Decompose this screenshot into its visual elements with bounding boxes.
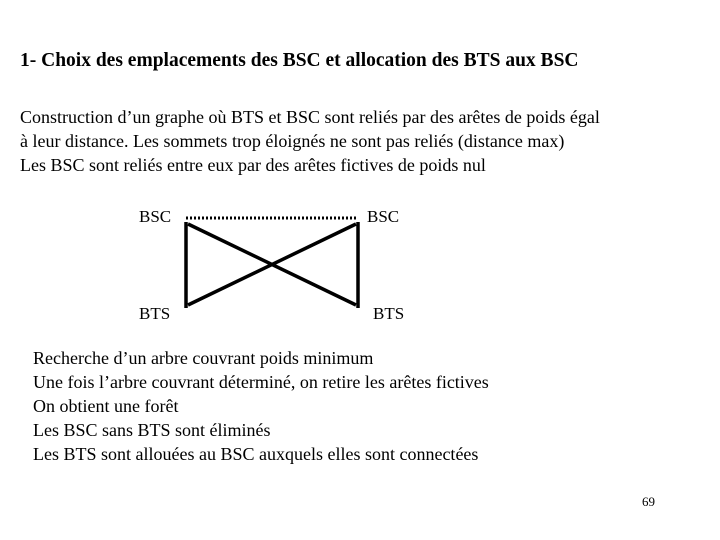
intro-paragraph [20, 105, 600, 177]
text-line: On obtient une forêt [33, 396, 179, 416]
edge-diagonal-bsc-left-bts-right [188, 224, 356, 305]
slide-title: 1- Choix des emplacements des BSC et allocation des BTS aux BSC [20, 50, 579, 71]
node-bsc-left: BSC [139, 207, 172, 226]
text-line: Recherche d’un arbre couvrant poids minimum [33, 348, 374, 368]
text-line: à leur distance. Les sommets trop éloignés ne sont pas reliés (distance max) [20, 131, 565, 151]
node-bts-left: BTS [139, 304, 171, 323]
text-line: Une fois l’arbre couvrant déterminé, on retire les arêtes fictives [33, 372, 489, 392]
text-line: Les BTS sont allouées au BSC auxquels elles sont connectées [33, 444, 479, 464]
node-bts-right: BTS [373, 304, 405, 323]
text-line: Les BSC sans BTS sont éliminés [33, 420, 271, 440]
text-line: Les BSC sont reliés entre eux par des arêtes fictives de poids nul [20, 155, 486, 175]
node-bsc-right: BSC [367, 207, 400, 226]
steps-paragraph [33, 346, 489, 466]
edge-diagonal-bsc-right-bts-left [188, 224, 356, 305]
text-line: Construction d’un graphe où BTS et BSC sont reliés par des arêtes de poids égal [20, 107, 600, 127]
page-number: 69 [642, 494, 655, 509]
